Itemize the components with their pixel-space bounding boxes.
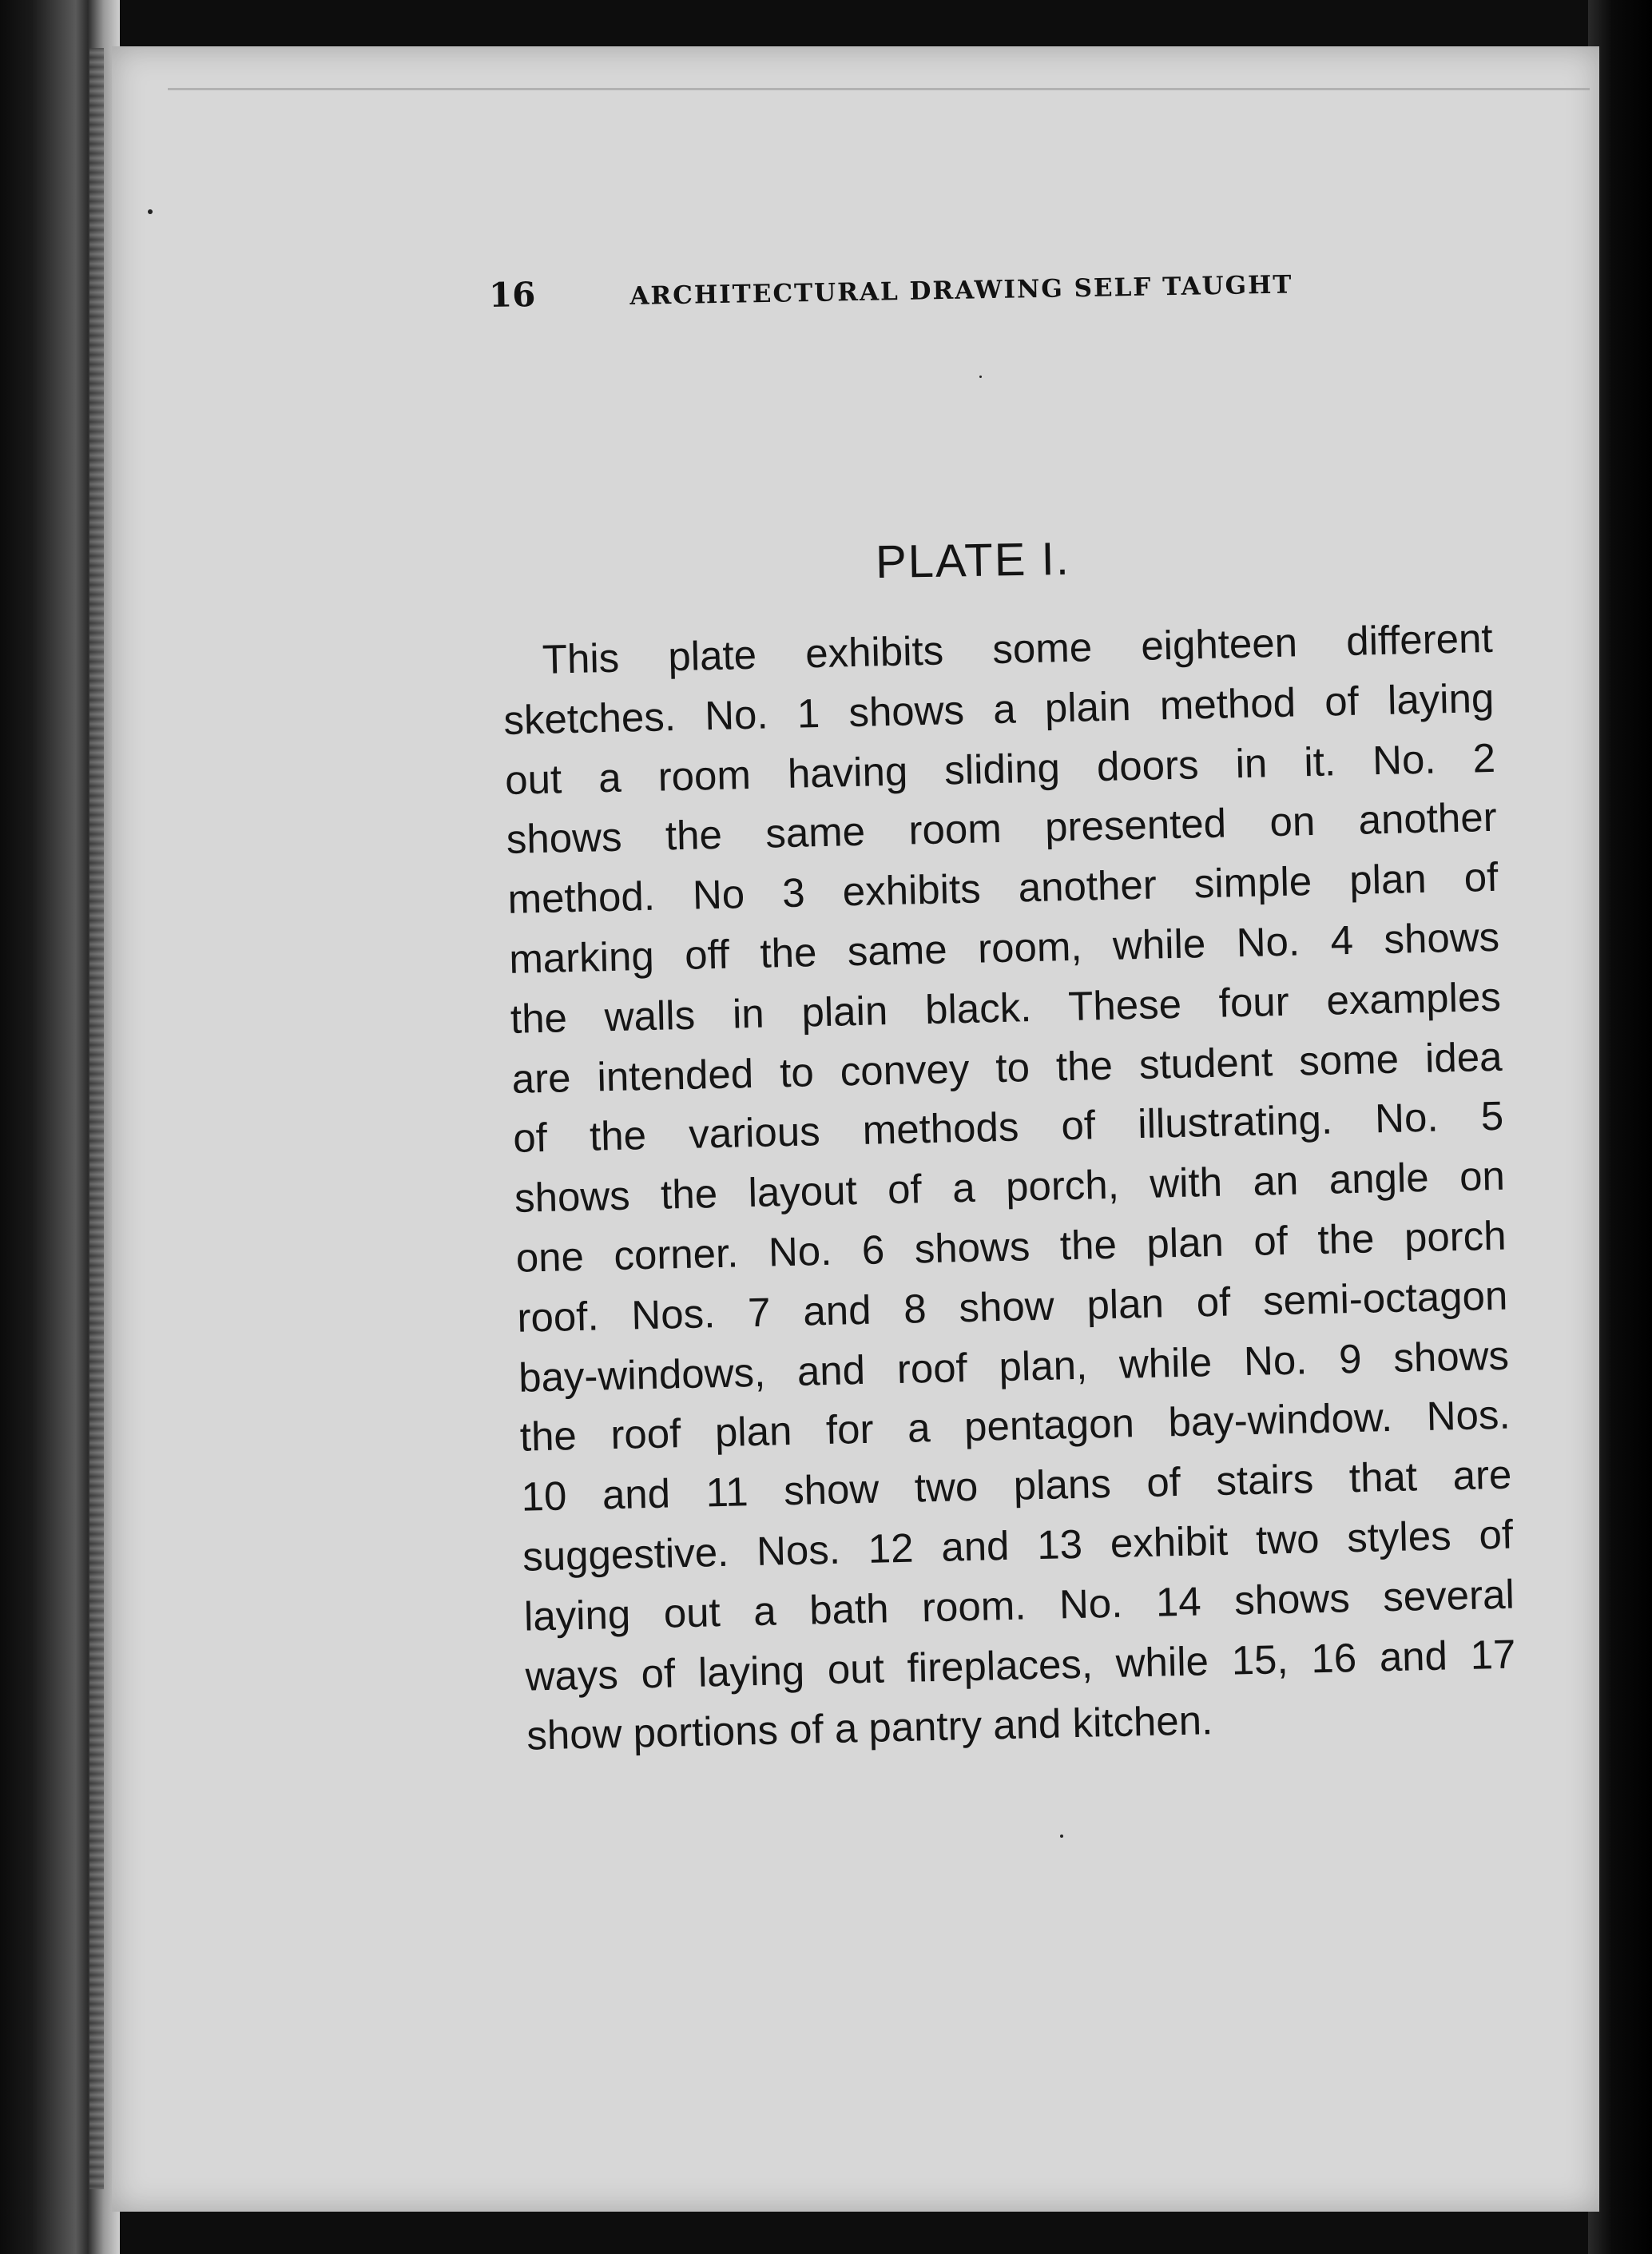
page-edge-line xyxy=(168,88,1590,90)
text-line: are intended to convey to the student some idea xyxy=(511,1033,1503,1102)
binding-texture xyxy=(89,48,104,2189)
body-paragraph xyxy=(502,609,1518,1767)
plate-heading: PLATE I. xyxy=(875,532,1071,589)
text-line: sketches. No. 1 shows a plain method of laying xyxy=(502,674,1495,743)
page-number: 16 xyxy=(488,274,536,315)
text-line: 10 and 11 show two plans of stairs that are xyxy=(520,1451,1512,1520)
scan-speck xyxy=(979,376,982,378)
text-line: show portions of a pantry and kitchen. xyxy=(526,1697,1213,1759)
text-line: method. No 3 exhibits another simple plan of xyxy=(506,853,1499,923)
text-line: one corner. No. 6 shows the plan of the porch xyxy=(515,1212,1507,1281)
running-title: ARCHITECTURAL DRAWING SELF TAUGHT xyxy=(629,270,1293,311)
text-line: of the various methods of illustrating. No. 5 xyxy=(512,1093,1504,1162)
text-line: shows the layout of a porch, with an angle on xyxy=(514,1152,1506,1221)
text-line: the roof plan for a pentagon bay-window. Nos. xyxy=(519,1391,1511,1461)
text-line: roof. Nos. 7 and 8 show plan of semi-octagon xyxy=(516,1272,1508,1341)
text-line: out a room having sliding doors in it. No. 2 xyxy=(504,734,1496,803)
scan-speck xyxy=(148,209,153,214)
text-line: bay-windows, and roof plan, while No. 9 shows xyxy=(518,1332,1510,1401)
text-line: suggestive. Nos. 12 and 13 exhibit two styles of xyxy=(522,1511,1514,1580)
text-line: shows the same room presented on another xyxy=(506,794,1498,863)
text-line: ways of laying out fireplaces, while 15, 16 and 17 xyxy=(525,1631,1517,1699)
text-line: marking off the same room, while No. 4 shows xyxy=(508,913,1500,982)
scan-speck xyxy=(1060,1835,1063,1838)
text-line: the walls in plain black. These four examples xyxy=(510,973,1502,1042)
text-line: laying out a bath room. No. 14 shows several xyxy=(523,1571,1515,1640)
text-line: This plate exhibits some eighteen different xyxy=(542,614,1494,682)
